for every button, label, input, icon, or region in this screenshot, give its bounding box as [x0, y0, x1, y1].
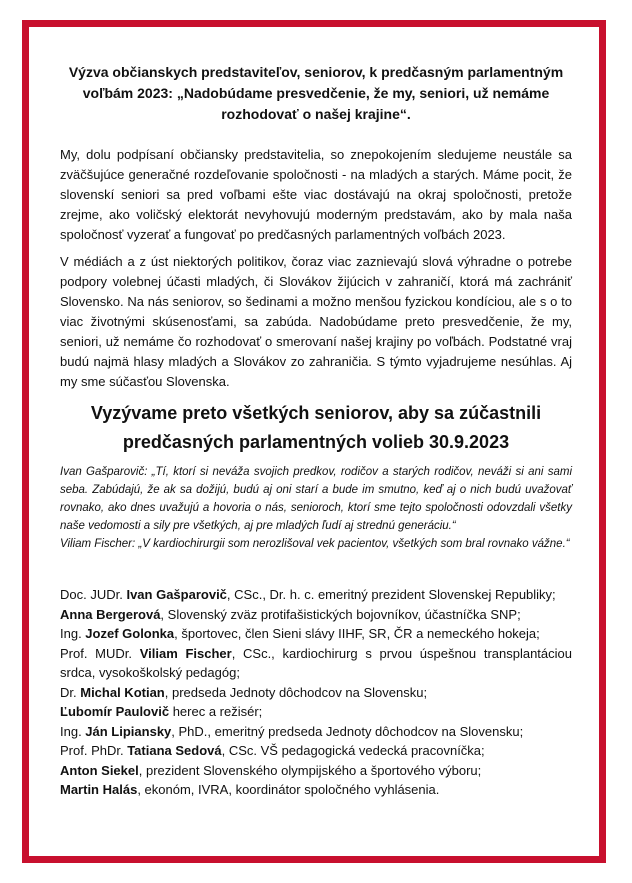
- signatory-title: Ing.: [60, 723, 86, 739]
- quote-gasparovic: Ivan Gašparovič: „Tí, ktorí si neváža svojich predkov, rodičov a starých rodičov, neváži si ani sami seba. Zabúdajú, že ak sa dožijú, budú aj oni starí a bude im smutno, keď aj o nich budú uvažovať rovnako, ako dnes uvažujú a hovoria o nás, senioroch, ktorí sme tejto spoločnosti odovzdali všetky naše vedomosti a sily pre všetkých, aj pre mladých ľudí aj strednú generáciu.“: [60, 466, 572, 532]
- signatory-title: Prof. PhDr.: [60, 743, 128, 758]
- signatory-name: Jozef Golonka: [85, 626, 175, 641]
- signatory-title: Dr.: [60, 684, 81, 700]
- signatory-item: [60, 644, 572, 683]
- signatory-name: Ján Lipiansky: [85, 723, 172, 739]
- signatory-item: [60, 722, 572, 742]
- signatory-name: Viliam Fischer: [139, 645, 232, 661]
- signatory-name: Michal Kotian: [80, 684, 165, 700]
- intro-paragraph: My, dolu podpísaní občiansky predstavitelia, so znepokojením sledujeme neustále sa zväčšujúce generačné rozdeľovanie spoločnosti - na mladých a starých. Máme pocit, že slovenskí seniori sa pred voľbami ešte viac dostávajú na okraj spoločnosti, pretože zrejme, ako voličský elektorát nevyhovujú moderným predstavám, ako by mala naša spoločnosť vyzerať a fungovať po predčasných parlamentných voľbách 2023.: [60, 147, 572, 242]
- call-to-action-heading: Vyzývame preto všetkých seniorov, aby sa zúčastnili predčasných parlamentných volieb 30.9.2023: [90, 403, 542, 452]
- quote-fischer: Viliam Fischer: „V kardiochirurgii som nerozlišoval vek pacientov, všetkých som bral rovnako vážne.“: [60, 538, 570, 550]
- quotes-block: [60, 463, 572, 553]
- signatory-role: , ekonóm, IVRA, koordinátor spoločného vyhlásenia.: [137, 782, 440, 797]
- signatory-item: [60, 683, 572, 703]
- signatory-name: Tatiana Sedová: [127, 743, 222, 758]
- signatory-item: [60, 741, 572, 761]
- signatory-name: Anna Bergerová: [60, 606, 161, 622]
- signatory-item: [60, 585, 572, 605]
- signatory-role: , CSc., Dr. h. c. emeritný prezident Slovenskej Republiky;: [226, 587, 556, 602]
- signatory-name: Martin Halás: [60, 782, 138, 797]
- signatory-item: [60, 761, 572, 781]
- signatory-role: herec a režisér;: [169, 704, 263, 719]
- signatory-name: Ľubomír Paulovič: [60, 704, 170, 719]
- signatory-title: Doc. JUDr.: [60, 587, 127, 602]
- signatory-role: , CSc. VŠ pedagogická vedecká pracovníčka;: [221, 743, 485, 758]
- document-title: Výzva občianskych predstaviteľov, seniorov, k predčasným parlamentným voľbám 2023: „Nadobúdame presvedčenie, že my, seniori, už nemáme rozhodovať o našej krajine“.: [68, 64, 564, 122]
- signatory-name: Ivan Gašparovič: [126, 587, 227, 602]
- signatory-name: Anton Siekel: [60, 762, 139, 778]
- signatory-role: , predseda Jednoty dôchodcov na Slovensku;: [164, 684, 428, 700]
- signatory-role: , CSc., kardiochirurg s prvou úspešnou transplantáciou srdca, vysokoškolský pedagóg;: [60, 645, 573, 680]
- signatories-list: [60, 585, 572, 800]
- signatory-role: , PhD., emeritný predseda Jednoty dôchodcov na Slovensku;: [171, 723, 524, 739]
- signatory-item: [60, 624, 572, 644]
- body-paragraph: V médiách a z úst niektorých politikov, čoraz viac zaznievajú slová výhradne o potrebe podpory volebnej účasti mladých, či Slovákov žijúcich v zahraničí, ktorá má zachrániť Slovensko. Na nás seniorov, so šedinami a možno menšou fyzickou kondíciou, ale s o to viac životnými skúsenosťami, sa zabúda. Nadobúdame preto presvedčenie, že my, seniori, už nemáme čo rozhodovať o smerovaní našej krajiny po voľbách. Podstatné vraj budú najmä hlasy mladých a Slovákov zo zahraničia. S týmto vyjadrujeme nesúhlas. Aj my sme súčasťou Slovenska.: [60, 254, 572, 389]
- signatory-role: , prezident Slovenského olympijského a športového výboru;: [138, 762, 482, 778]
- signatory-role: , športovec, člen Sieni slávy IIHF, SR, ČR a nemeckého hokeja;: [174, 626, 540, 641]
- signatory-role: , Slovenský zväz protifašistických bojovníkov, účastníčka SNP;: [160, 606, 521, 622]
- signatory-item: [60, 780, 572, 800]
- signatory-title: Prof. MUDr.: [60, 645, 140, 661]
- signatory-item: [60, 605, 572, 625]
- signatory-title: Ing.: [60, 626, 86, 641]
- signatory-item: [60, 702, 572, 722]
